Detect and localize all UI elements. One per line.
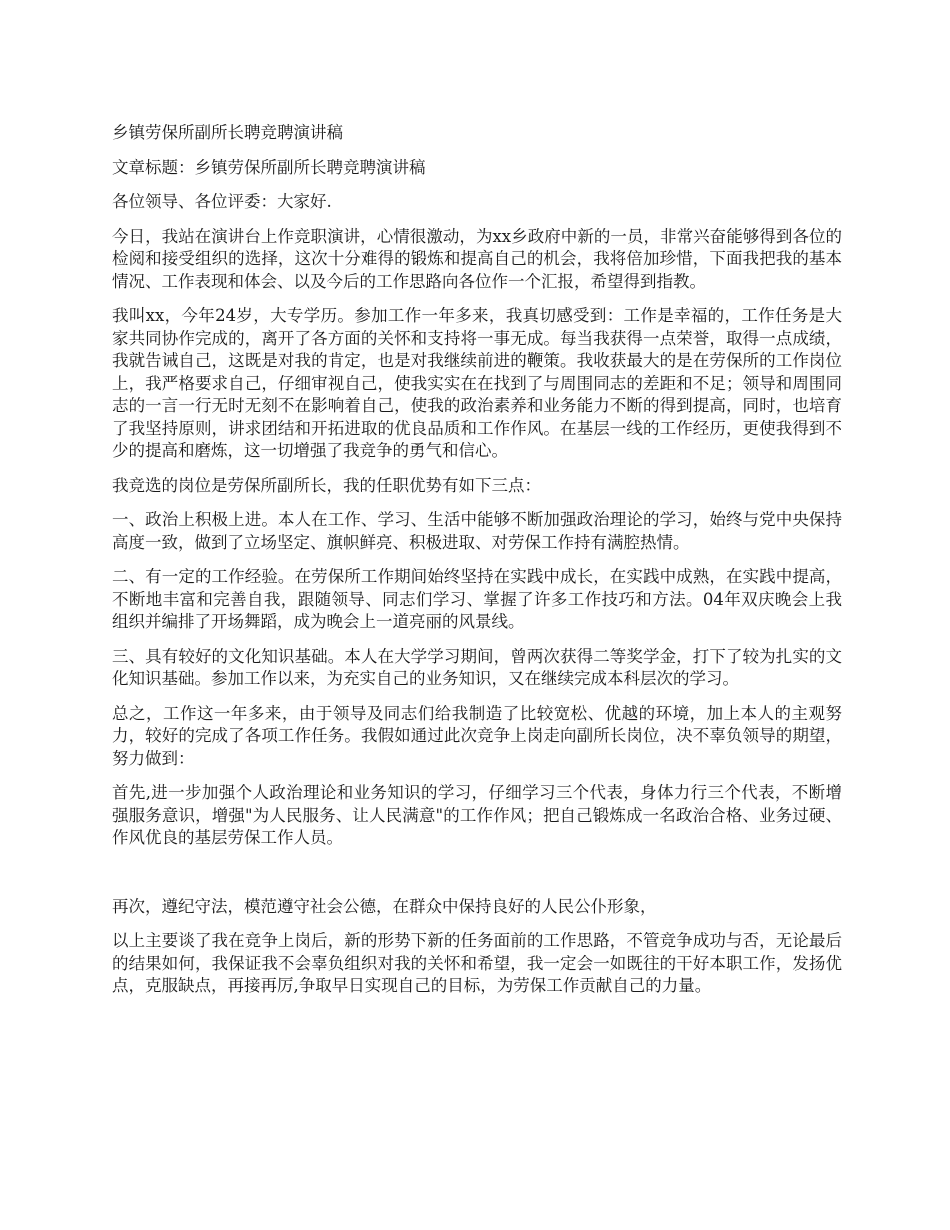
paragraph-closing: 以上主要谈了我在竞争上岗后，新的形势下新的任务面前的工作思路，不管竞争成功与否，无论最后的结果如何，我保证我不会辜负组织对我的关怀和希望，我一定会一如既往的干好本职工作，发扬优点，克服缺点，再接再厉,争取早日实现自己的目标，为劳保工作贡献自己的力量。 — [112, 931, 842, 995]
paragraph-advantages-intro: 我竞选的岗位是劳保所副所长，我的任职优势有如下三点： — [112, 475, 541, 495]
paragraph-intro: 今日，我站在演讲台上作竞职演讲，心情很激动，为xx乡政府中新的一员，非常兴奋能够得到各位的检阅和接受组织的选择，这次十分难得的锻炼和提高自己的机会，我将倍加珍惜，下面我把我的基本情况、工作表现和体会、以及今后的工作思路向各位作一个汇报，希望得到指教。 — [112, 226, 842, 291]
document-title: 乡镇劳保所副所长聘竞聘演讲稿 — [112, 123, 343, 142]
paragraph-first-commitment: 首先,进一步加强个人政治理论和业务知识的学习，仔细学习三个代表，身体力行三个代表，不断增强服务意识，增强"为人民服务、让人民满意"的工作作风；把自己锻炼成一名政治合格、业务过硬、作风优良的基层劳保工作人员。 — [112, 783, 842, 847]
paragraph-advantage-2: 二、有一定的工作经验。在劳保所工作期间始终坚持在实践中成长，在实践中成熟，在实践中提高，不断地丰富和完善自我，跟随领导、同志们学习、掌握了许多工作技巧和方法。04年双庆晚会上我组织并编排了开场舞蹈，成为晚会上一道亮丽的风景线。 — [112, 567, 842, 631]
document-body — [112, 122, 842, 1010]
paragraph-summary: 总之，工作这一年多来，由于领导及同志们给我制造了比较宽松、优越的环境，加上本人的主观努力，较好的完成了各项工作任务。我假如通过此次竞争上岗走向副所长岗位，决不辜负领导的期望，努力做到： — [112, 703, 842, 768]
article-title-line: 文章标题：乡镇劳保所副所长聘竞聘演讲稿 — [112, 157, 426, 177]
greeting: 各位领导、各位评委：大家好. — [112, 192, 332, 211]
paragraph-background: 我叫xx，今年24岁，大专学历。参加工作一年多来，我真切感受到：工作是幸福的，工作任务是大家共同协作完成的，离开了各方面的关怀和支持将一事无成。每当我获得一点荣誉，取得一点成绩，我就告诫自己，这既是对我的肯定，也是对我继续前进的鞭策。我收获最大的是在劳保所的工作岗位上，我严格要求自己，仔细审视自己，使我实实在在找到了与周围同志的差距和不足；领导和周围同志的一言一行无时无刻不在影响着自己，使我的政治素养和业务能力不断的得到提高，同时，也培育了我坚持原则，讲求团结和开拓进取的优良品质和工作作风。在基层一线的工作经历，更使我得到不少的提高和磨炼，这一切增强了我竞争的勇气和信心。 — [112, 306, 842, 460]
paragraph-third-commitment: 再次，遵纪守法，模范遵守社会公德，在群众中保持良好的人民公仆形象， — [112, 896, 657, 916]
paragraph-advantage-3: 三、具有较好的文化知识基础。本人在大学学习期间，曾两次获得二等奖学金，打下了较为扎实的文化知识基础。参加工作以来，为充实自己的业务知识，又在继续完成本科层次的学习。 — [112, 646, 842, 688]
blank-gap — [112, 862, 842, 896]
paragraph-advantage-1: 一、政治上积极上进。本人在工作、学习、生活中能够不断加强政治理论的学习，始终与党中央保持高度一致，做到了立场坚定、旗帜鲜亮、积极进取、对劳保工作持有满腔热情。 — [112, 510, 842, 552]
